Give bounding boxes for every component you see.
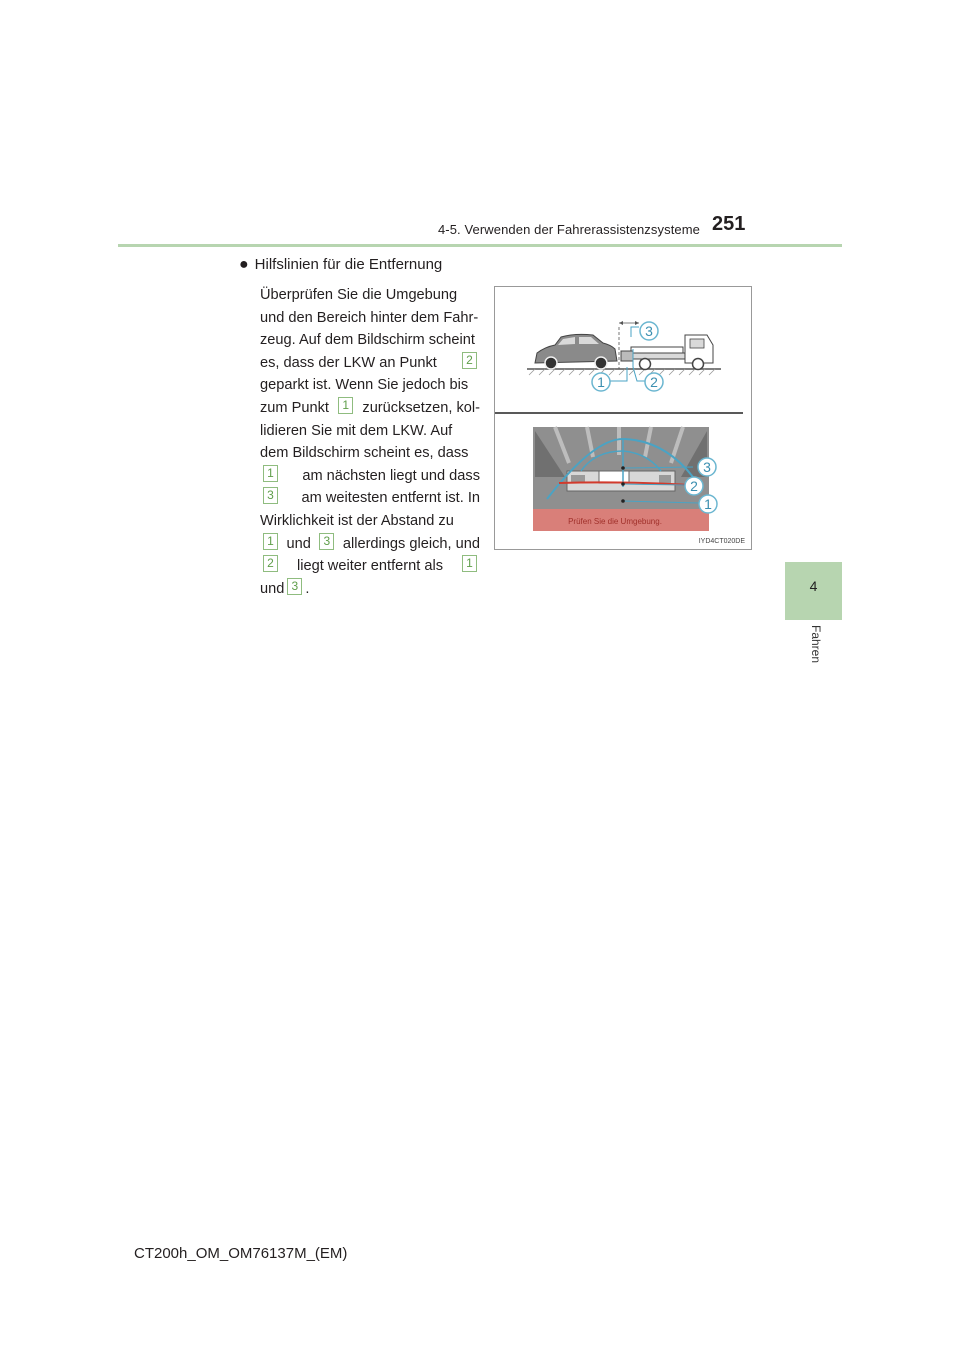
figure-label: 2	[690, 478, 698, 494]
text-line: zum Punkt 1 zurücksetzen, kol-	[260, 397, 480, 416]
body-paragraph	[260, 284, 480, 600]
callout-number: 2	[263, 555, 278, 572]
figure-illustration	[495, 287, 751, 549]
text-line: Wirklichkeit ist der Abstand zu	[260, 512, 454, 529]
bullet-icon: ●	[239, 256, 249, 273]
text-line: Überprüfen Sie die Umgebung	[260, 287, 458, 303]
callout-number: 1	[462, 555, 477, 572]
callout-number: 2	[462, 352, 477, 369]
callout-number: 1	[263, 465, 278, 482]
figure-code: IYD4CT020DE	[698, 538, 745, 545]
text-line: 3 am weitesten entfernt ist. In	[260, 487, 480, 510]
text-line: und 3 .	[260, 578, 310, 597]
figure-label: 2	[650, 374, 658, 390]
text-line: zeug. Auf dem Bildschirm scheint	[260, 332, 475, 349]
text-line: dem Bildschirm scheint es, dass	[260, 445, 469, 462]
figure-label: 1	[704, 496, 712, 512]
callout-number: 1	[263, 533, 278, 550]
text-line: 1 und 3 allerdings gleich, und	[260, 533, 480, 556]
chapter-number: 4	[809, 578, 818, 594]
side-view-illustration	[527, 321, 721, 391]
callout-number: 3	[263, 487, 278, 504]
page-number: 251	[712, 213, 746, 235]
camera-view-illustration	[533, 427, 717, 531]
header-rule	[118, 244, 842, 247]
text-line: und den Bereich hinter dem Fahr-	[260, 309, 479, 326]
footer-manual-code: CT200h_OM_OM76137M_(EM)	[134, 1245, 348, 1262]
screen-warning-message: Prüfen Sie die Umgebung.	[568, 517, 662, 526]
figure-distance-guides	[494, 286, 752, 550]
text-line: 1 am nächsten liegt und dass	[260, 465, 480, 488]
bullet-text: Hilfslinien für die Entfernung	[254, 256, 443, 273]
text-line: es, dass der LKW an Punkt 2	[260, 352, 480, 375]
callout-number: 3	[319, 533, 334, 550]
figure-label: 1	[597, 374, 605, 390]
bullet-heading	[239, 256, 442, 274]
text-line: geparkt ist. Wenn Sie jedoch bis	[260, 377, 469, 394]
chapter-label: Fahren	[809, 625, 823, 664]
section-title: 4-5. Verwenden der Fahrerassistenzsysteme	[437, 222, 700, 237]
text-line: lidieren Sie mit dem LKW. Auf	[260, 422, 453, 439]
figure-label: 3	[645, 323, 653, 339]
callout-number: 3	[287, 578, 302, 595]
figure-label: 3	[703, 459, 711, 475]
text-line: 2 liegt weiter entfernt als 1	[260, 555, 480, 578]
callout-number: 1	[338, 397, 353, 414]
